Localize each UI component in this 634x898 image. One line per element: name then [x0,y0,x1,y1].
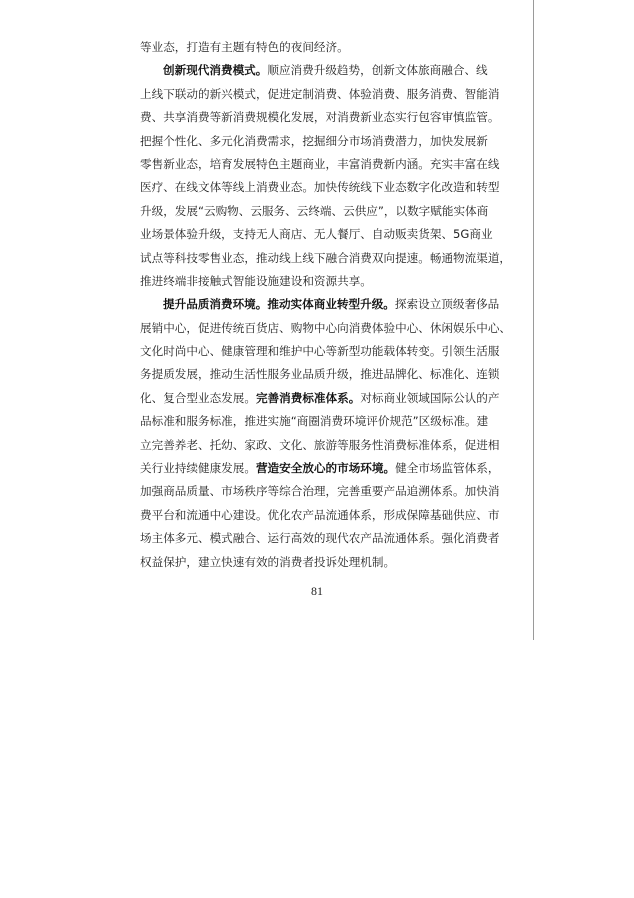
body-text-segment: 试点等科技零售业态，推动线上线下融合消费双向提速。畅通物流渠道， [140,250,512,265]
text-line [140,410,512,433]
text-line [140,434,512,457]
text-line [140,551,512,574]
body-text-segment: 展销中心，促进传统百货店、购物中心向消费体验中心、休闲娱乐中心、 [140,320,512,335]
body-text-segment: 费平台和流通中心建设。优化农产品流通体系，形成保障基础供应、市 [140,507,500,522]
body-text [140,36,512,574]
body-text-segment: 零售新业态，培育发展特色主题商业，丰富消费新内涵。充实丰富在线 [140,156,500,171]
body-text-segment: 健全市场监管体系， [395,461,500,476]
body-text-segment: 文化时尚中心、健康管理和维护中心等新型功能载体转变。引领生活服 [140,344,500,359]
text-line [140,457,512,480]
text-line [140,504,512,527]
body-text-segment: 加强商品质量、市场秩序等综合治理，完善重要产品追溯体系。加快消 [140,484,500,499]
body-text-segment: 推进终端非接触式智能设施建设和资源共享。 [140,273,372,288]
body-text-segment: 顺应消费升级趋势，创新文体旅商融合、线 [267,63,488,78]
bold-heading-text: 提升品质消费环境。 [163,297,268,312]
body-text-segment: 立完善养老、托幼、家政、文化、旅游等服务性消费标准体系，促进相 [140,437,500,452]
text-line [140,363,512,386]
body-text-segment: 品标准和服务标准，推进实施“商圈消费环境评价规范”区级标准。建 [140,414,489,429]
body-text-segment: 场主体多元、模式融合、运行高效的现代农产品流通体系。强化消费者 [140,531,500,546]
page-number: 81 [311,584,323,598]
bold-heading-text: 创新现代消费模式。 [163,63,268,78]
body-text-segment: 把握个性化、多元化消费需求，挖掘细分市场消费潜力，加快发展新 [140,133,488,148]
text-line [140,130,512,153]
body-text-segment: 化、复合型业态发展。 [140,390,256,405]
body-text-segment: 医疗、在线文体等线上消费业态。加快传统线下业态数字化改造和转型 [140,180,500,195]
text-line [140,270,512,293]
text-line [140,340,512,363]
text-line [140,387,512,410]
text-line [140,153,512,176]
bold-heading-text: 完善消费标准体系。 [255,390,361,405]
text-line [140,247,512,270]
text-line [140,527,512,550]
bold-heading-text: 营造安全放心的市场环境。 [255,461,396,476]
page-edge-line [533,0,534,640]
body-text-segment: 等业态，打造有主题有特色的夜间经济。 [140,40,349,54]
text-line [140,293,512,316]
body-text-segment: 对标商业领域国际公认的产 [360,390,500,405]
text-line [140,83,512,106]
body-text-segment: 业场景体验升级，支持无人商店、无人餐厅、自动贩卖货架、5G商业 [140,227,493,242]
body-text-segment: 关行业持续健康发展。 [140,461,256,476]
body-text-segment: 上线下联动的新兴模式，促进定制消费、体验消费、服务消费、智能消 [140,86,500,101]
text-line [140,200,512,223]
text-line [140,480,512,503]
text-line [140,176,512,199]
body-text-segment: 费、共享消费等新消费规模化发展，对消费新业态实行包容审慎监管。 [140,110,500,125]
body-text-segment: 探索设立顶级奢侈品 [394,297,500,312]
bold-heading-text: 推动实体商业转型升级。 [267,297,395,312]
text-line [140,317,512,340]
body-text-segment: 权益保护，建立快速有效的消费者投诉处理机制。 [140,554,396,569]
text-line [140,59,512,82]
body-text-segment: 升级，发展“云购物、云服务、云终端、云供应”，以数字赋能实体商 [140,203,489,218]
text-line [140,223,512,246]
text-line [140,106,512,129]
body-text-segment: 务提质发展，推动生活性服务业品质升级，推进品牌化、标准化、连锁 [140,367,500,382]
text-line [140,36,512,59]
